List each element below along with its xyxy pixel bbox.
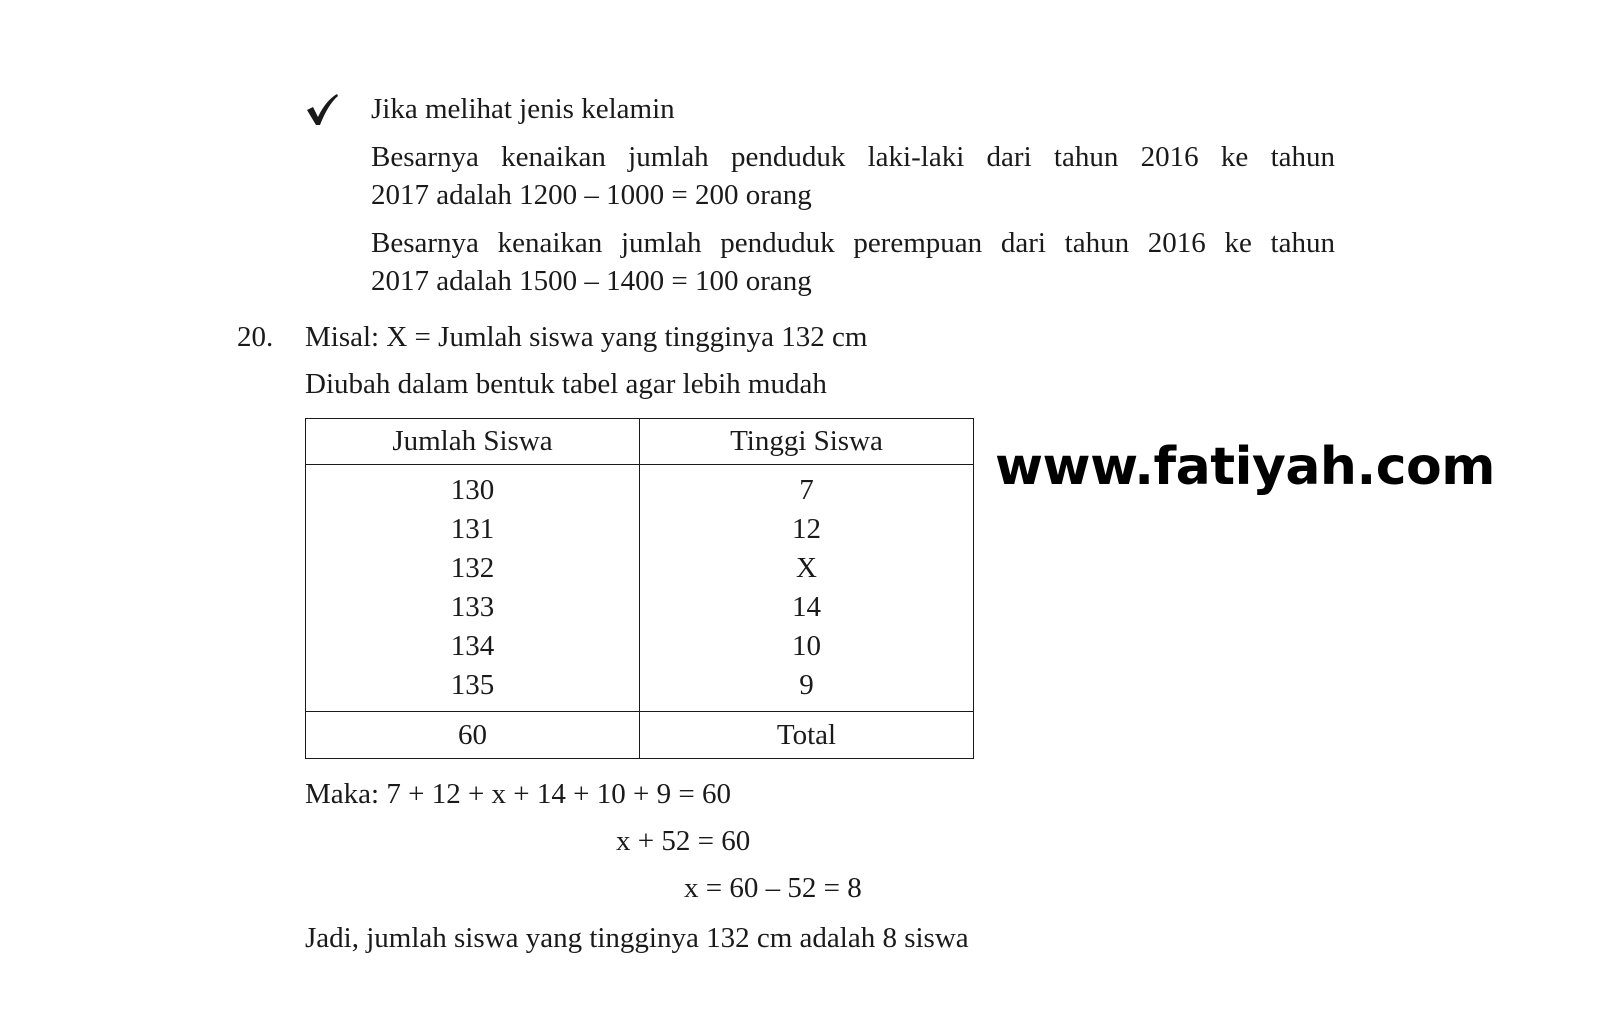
question-number: 20. (237, 321, 274, 353)
male-increase-line-1: Besarnya kenaikan jumlah penduduk laki-laki dari tahun 2016 ke tahun (371, 141, 1335, 173)
check-mark-icon (305, 92, 339, 128)
female-increase-line-2: 2017 adalah 1500 – 1400 = 100 orang (371, 265, 812, 297)
table-cell: X (796, 552, 817, 584)
table-column-tinggi-siswa (640, 465, 974, 712)
table-cell: 10 (792, 630, 821, 662)
table-cell: 131 (450, 513, 495, 545)
table-cell: 9 (799, 669, 814, 701)
section-heading: Jika melihat jenis kelamin (371, 93, 675, 125)
female-increase-line-1: Besarnya kenaikan jumlah penduduk perempuan dari tahun 2016 ke tahun (371, 227, 1335, 259)
height-table (305, 418, 974, 759)
table-footer-total-label: Total (640, 712, 974, 759)
table-header-tinggi-siswa: Tinggi Siswa (640, 419, 974, 465)
solution-line-3: x = 60 – 52 = 8 (684, 872, 862, 904)
table-cell: 134 (450, 630, 495, 662)
table-cell: 132 (450, 552, 495, 584)
question-intro: Diubah dalam bentuk tabel agar lebih mudah (305, 368, 827, 400)
table-header-row (306, 419, 974, 465)
solution-line-2: x + 52 = 60 (616, 825, 751, 857)
solution-line-1: Maka: 7 + 12 + x + 14 + 10 + 9 = 60 (305, 778, 731, 810)
question-suppose: Misal: X = Jumlah siswa yang tingginya 132 cm (305, 321, 868, 353)
table-cell: 135 (450, 669, 495, 701)
table-body (306, 465, 974, 712)
table-cell: 133 (450, 591, 495, 623)
solution-conclusion: Jadi, jumlah siswa yang tingginya 132 cm adalah 8 siswa (305, 922, 969, 954)
table-footer-total-value: 60 (306, 712, 640, 759)
table-cell: 7 (799, 474, 814, 506)
table-footer-row (306, 712, 974, 759)
table-header-jumlah-siswa: Jumlah Siswa (306, 419, 640, 465)
watermark-text: www.fatiyah.com (995, 437, 1495, 497)
table-cell: 130 (450, 474, 495, 506)
table-cell: 12 (792, 513, 821, 545)
table-cell: 14 (792, 591, 821, 623)
table-column-jumlah-siswa (306, 465, 640, 712)
male-increase-line-2: 2017 adalah 1200 – 1000 = 200 orang (371, 179, 812, 211)
